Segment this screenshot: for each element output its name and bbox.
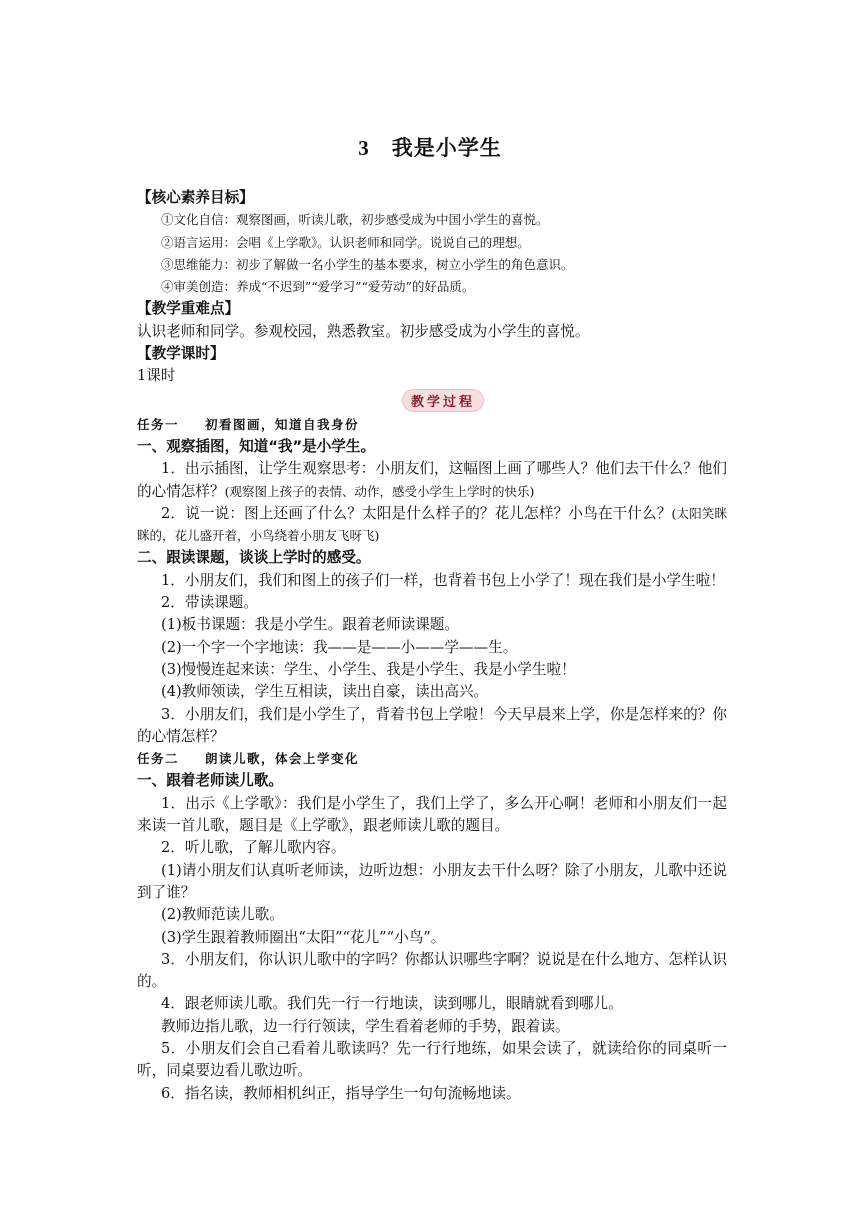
goals-heading: 【核心素养目标】 [137,189,254,206]
paragraph: 2．说一说：图上还画了什么？太阳是什么样子的？花儿怎样？小鸟在干什么？(太阳笑眯眯的，花儿盛开着，小鸟绕着小朋友飞呀飞) [137,504,727,544]
paragraph-note: (太阳笑眯眯的，花儿盛开着，小鸟绕着小朋友飞呀飞) [137,505,727,544]
paragraph: 教师边指儿歌，边一行行领读，学生看着老师的手势，跟着读。 [161,1017,570,1035]
paragraph: 1．出示《上学歌》：我们是小学生了，我们上学了，多么开心啊！老师和小朋友们一起来读一首儿歌，题目是《上学歌》，跟老师读儿歌的题目。 [137,794,727,835]
paragraph: (1)板书课题：我是小学生。跟着老师读课题。 [161,616,459,634]
lesson-content [137,187,727,1105]
task-two-title: 朗读儿歌，体会上学变化 [205,751,360,767]
paragraph: (2)一个字一个字地读：我——是——小——学——生。 [161,638,518,656]
goal-item: ①文化自信：观察图画，听读儿歌，初步感受成为中国小学生的喜悦。 [161,212,549,228]
task-two-label: 任务二 [137,751,180,767]
process-badge-row [137,388,727,414]
paragraph: 2．听儿歌，了解儿歌内容。 [161,839,346,857]
lesson-number: 3 [358,136,370,160]
goal-item: ③思维能力：初步了解做一名小学生的基本要求，树立小学生的角色意识。 [161,256,574,272]
lesson-title [0,132,860,162]
paragraph: 2．带读课题。 [161,594,258,612]
goal-item: ②语言运用：会唱《上学歌》。认识老师和同学。说说自己的理想。 [161,234,530,250]
paragraph: (2)教师范读儿歌。 [161,906,284,924]
task-one-part-two-heading: 二、跟读课题，谈谈上学时的感受。 [137,549,371,567]
key-points-text: 认识老师和同学。参观校园，熟悉教室。初步感受成为小学生的喜悦。 [137,322,590,340]
paragraph: 4．跟老师读儿歌。我们先一行一行地读，读到哪儿，眼睛就看到哪儿。 [161,995,623,1013]
paragraph: 3．小朋友们，我们是小学生了，背着书包上学啦！今天早晨来上学，你是怎样来的？你的心情怎样？ [137,705,727,745]
class-hours-heading: 【教学课时】 [137,345,225,363]
paragraph: 3．小朋友们，你认识儿歌中的字吗？你都认识哪些字啊？说说是在什么地方、怎样认识的。 [137,950,727,991]
task-one-part-one-heading: 一、观察插图，知道“我”是小学生。 [137,437,376,455]
task-one-title: 初看图画，知道自我身份 [205,416,360,432]
paragraph: 6．指名读，教师相机纠正，指导学生一句句流畅地读。 [161,1084,521,1102]
paragraph: (1)请小朋友们认真听老师读，边听边想：小朋友去干什么呀？除了小朋友，儿歌中还说到了谁？ [137,861,727,901]
lesson-title-text: 我是小学生 [391,135,502,160]
paragraph-note: (观察图上孩子的表情、动作，感受小学生上学时的快乐) [224,483,535,499]
paragraph: 1．出示插图，让学生观察思考：小朋友们，这幅图上画了哪些人？他们去干什么？他们的心情怎样？(观察图上孩子的表情、动作，感受小学生上学时的快乐) [137,460,727,500]
task-one-heading [137,414,727,436]
paragraph: (3)学生跟着教师圈出“太阳”“花儿”“小鸟”。 [161,928,446,946]
class-hours-text: 1课时 [137,367,176,385]
task-two-part-one-heading: 一、跟着老师读儿歌。 [137,772,283,790]
paragraph: (4)教师领读，学生互相读，读出自豪，读出高兴。 [161,683,489,701]
task-two-heading [137,748,727,770]
paragraph: 1．小朋友们，我们和图上的孩子们一样，也背着书包上小学了！现在我们是小学生啦！ [161,571,725,589]
task-one-label: 任务一 [137,416,180,432]
paragraph: (3)慢慢连起来读：学生、小学生、我是小学生、我是小学生啦！ [161,660,576,678]
goal-item: ④审美创造：养成“不迟到”“爱学习”“爱劳动”的好品质。 [161,279,475,295]
key-points-heading: 【教学重难点】 [137,300,240,318]
paragraph: 5．小朋友们会自己看着儿歌读吗？先一行行地练，如果会读了，就读给你的同桌听一听，同桌要边看儿歌边听。 [137,1039,727,1080]
teaching-process-badge: 教学过程 [403,390,483,411]
